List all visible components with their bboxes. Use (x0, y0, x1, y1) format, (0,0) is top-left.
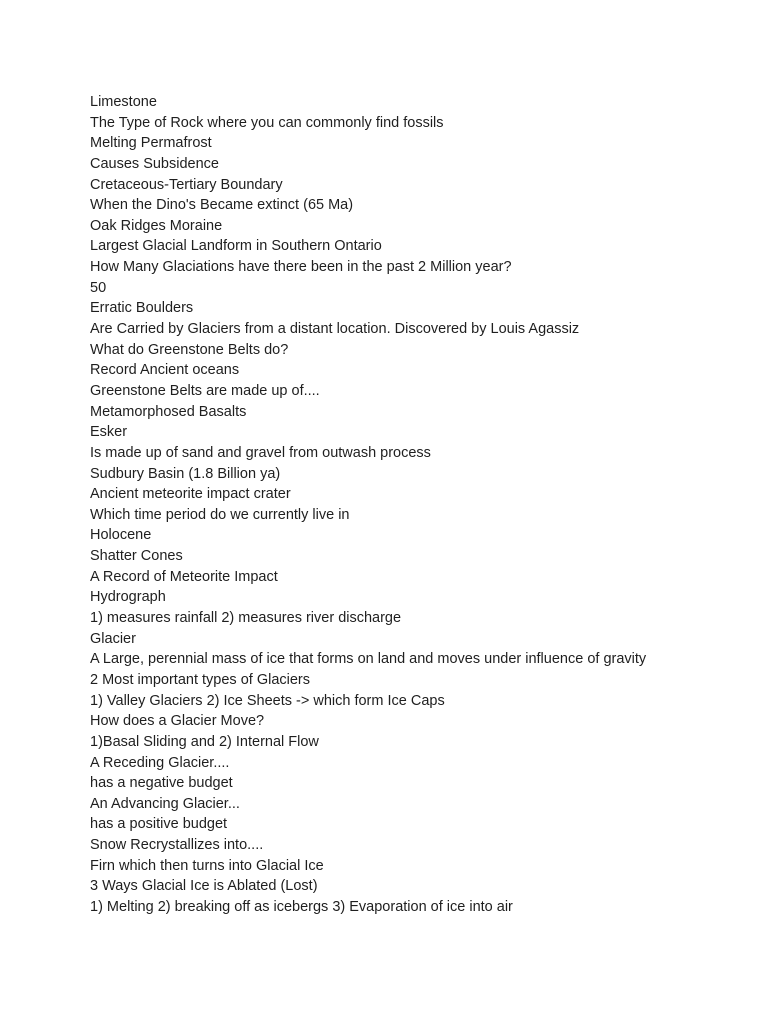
text-line: Hydrograph (90, 589, 166, 606)
text-line: An Advancing Glacier... (90, 795, 240, 812)
text-line: A Large, perennial mass of ice that forms on land and moves under influence of gravity (90, 651, 647, 668)
text-line: 1) Valley Glaciers 2) Ice Sheets -> which form Ice Caps (90, 692, 445, 709)
text-line: Snow Recrystallizes into.... (90, 837, 264, 854)
text-line: Which time period do we currently live in (90, 506, 350, 523)
text-line: When the Dino's Became extinct (65 Ma) (90, 197, 354, 214)
text-line: Limestone (90, 94, 157, 110)
text-line: How Many Glaciations have there been in the past 2 Million year? (90, 259, 512, 276)
text-line: Esker (90, 424, 128, 441)
flashcard-text-list (90, 92, 750, 918)
text-line: The Type of Rock where you can commonly find fossils (90, 114, 444, 131)
text-line: Is made up of sand and gravel from outwash process (90, 444, 431, 461)
text-line: Holocene (90, 527, 152, 544)
text-line: Ancient meteorite impact crater (90, 486, 291, 503)
text-line: Are Carried by Glaciers from a distant location. Discovered by Louis Agassiz (90, 321, 580, 338)
text-line: How does a Glacier Move? (90, 713, 265, 730)
text-line: Cretaceous-Tertiary Boundary (90, 176, 283, 193)
text-line: Largest Glacial Landform in Southern Ontario (90, 238, 382, 255)
text-line: Shatter Cones (90, 548, 183, 565)
text-line: 1) Melting 2) breaking off as icebergs 3) Evaporation of ice into air (90, 898, 513, 915)
text-line: A Record of Meteorite Impact (90, 568, 278, 585)
text-line: What do Greenstone Belts do? (90, 341, 289, 358)
text-line: Erratic Boulders (90, 300, 194, 317)
text-line: Melting Permafrost (90, 135, 212, 152)
text-line: 2 Most important types of Glaciers (90, 671, 310, 688)
text-line: has a positive budget (90, 816, 228, 833)
text-line: 1) measures rainfall 2) measures river discharge (90, 610, 402, 627)
text-line: Causes Subsidence (90, 155, 219, 172)
text-line: Greenstone Belts are made up of.... (90, 382, 320, 399)
text-line: has a negative budget (90, 775, 233, 792)
text-line: Record Ancient oceans (90, 362, 240, 379)
text-line: Glacier (90, 630, 136, 647)
text-line: 50 (90, 279, 107, 296)
text-line: Oak Ridges Moraine (90, 217, 223, 234)
text-line: Metamorphosed Basalts (90, 403, 247, 420)
text-line: Sudbury Basin (1.8 Billion ya) (90, 465, 281, 482)
text-line: 3 Ways Glacial Ice is Ablated (Lost) (90, 878, 318, 895)
text-line: A Receding Glacier.... (90, 754, 230, 771)
text-line: Firn which then turns into Glacial Ice (90, 857, 324, 874)
text-line: 1)Basal Sliding and 2) Internal Flow (90, 733, 319, 750)
